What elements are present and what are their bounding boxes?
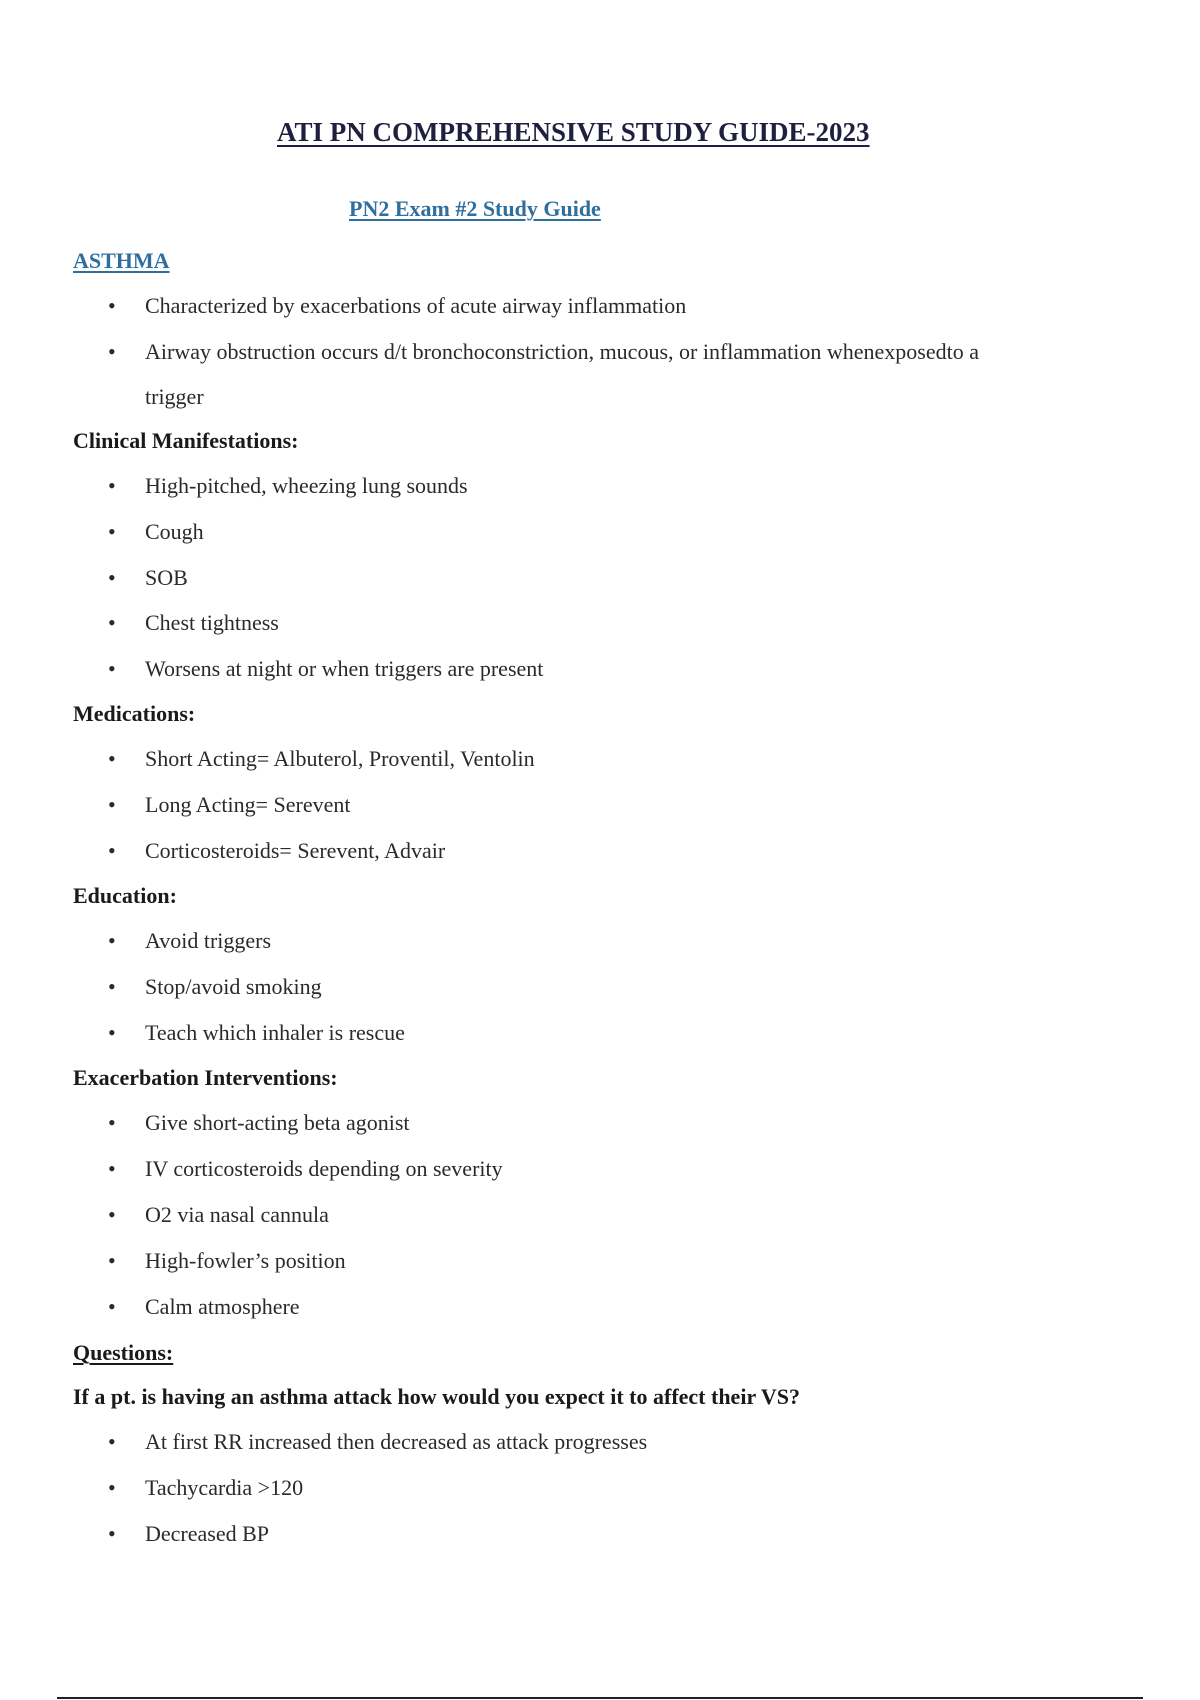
list-item: • Decreased BP	[108, 1521, 270, 1546]
list-item: • Short Acting= Albuterol, Proventil, Ventolin	[108, 746, 535, 771]
section-title-asthma: ASTHMA	[73, 248, 170, 273]
document-subtitle: PN2 Exam #2 Study Guide	[349, 196, 601, 221]
heading-exacerbation-interventions: Exacerbation Interventions:	[73, 1065, 338, 1090]
list-item: • O2 via nasal cannula	[108, 1202, 329, 1227]
list-item: • Corticosteroids= Serevent, Advair	[108, 838, 446, 863]
list-item: • Give short-acting beta agonist	[108, 1110, 410, 1135]
list-item: • Tachycardia >120	[108, 1475, 304, 1500]
list-item: • Airway obstruction occurs d/t bronchoconstriction, mucous, or inflammation whenexposedto a	[108, 339, 979, 364]
document-title: ATI PN COMPREHENSIVE STUDY GUIDE-2023	[277, 117, 870, 147]
question-text: If a pt. is having an asthma attack how would you expect it to affect their VS?	[73, 1384, 801, 1409]
page-bottom-rule	[57, 1697, 1143, 1699]
list-item: • Chest tightness	[108, 610, 279, 635]
heading-questions: Questions:	[73, 1340, 174, 1365]
list-item: • High-pitched, wheezing lung sounds	[108, 473, 468, 498]
list-item: • Avoid triggers	[108, 928, 272, 953]
heading-medications: Medications:	[73, 701, 196, 726]
list-item: • Stop/avoid smoking	[108, 974, 322, 999]
list-item: • SOB	[108, 565, 188, 590]
list-item: • Long Acting= Serevent	[108, 792, 351, 817]
heading-education: Education:	[73, 883, 177, 908]
list-item: • Cough	[108, 519, 204, 544]
list-item: • IV corticosteroids depending on severity	[108, 1156, 503, 1181]
list-item: • Calm atmosphere	[108, 1294, 300, 1319]
list-item: • Worsens at night or when triggers are present	[108, 656, 544, 681]
list-item: • High-fowler’s position	[108, 1248, 346, 1273]
list-item: • At first RR increased then decreased as attack progresses	[108, 1429, 648, 1454]
heading-clinical-manifestations: Clinical Manifestations:	[73, 428, 299, 453]
list-item: • Characterized by exacerbations of acute airway inflammation	[108, 293, 687, 318]
list-item: • Teach which inhaler is rescue	[108, 1020, 405, 1045]
list-item-continuation: trigger	[145, 384, 204, 409]
